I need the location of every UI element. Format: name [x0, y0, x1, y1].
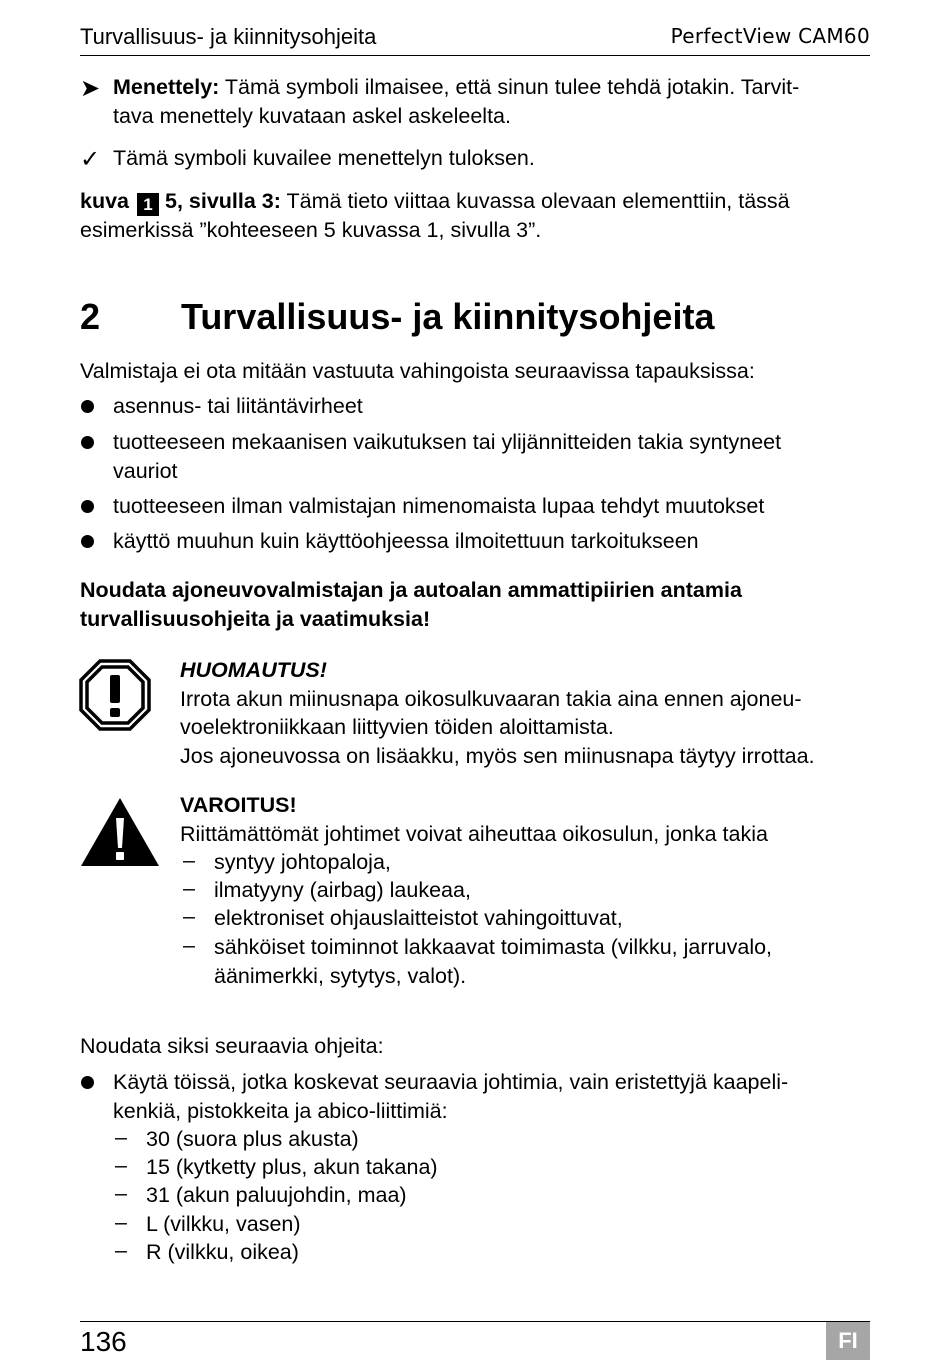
procedure-paragraph: Menettely: Tämä symboli ilmaisee, että sinun tulee tehdä jotakin. Tarvit- tava menettely kuvataan askel askeleelta.: [113, 75, 800, 128]
dash-marker: –: [115, 1210, 127, 1234]
warning-title: VAROITUS!: [180, 793, 297, 817]
arrow-icon: ➤: [80, 75, 101, 102]
dash-marker: –: [115, 1125, 127, 1149]
list-item: 15 (kytketty plus, akun takana): [146, 1155, 438, 1179]
figure-number-badge: 1: [137, 193, 159, 216]
section-lead: Valmistaja ei ota mitään vastuuta vahingoista seuraavissa tapauksissa:: [80, 359, 755, 383]
list-item: asennus- tai liitäntävirheet: [113, 394, 363, 418]
list-item: 31 (akun paluujohdin, maa): [146, 1183, 407, 1207]
notice-exclamation-octagon-icon: [79, 659, 151, 731]
warning-block: VAROITUS! Riittämättömät johtimet voivat aiheuttaa oikosulun, jonka takia: [180, 791, 880, 848]
header-rule: [80, 55, 870, 56]
section-title: Turvallisuus- ja kiinnitysohjeita: [181, 296, 715, 337]
list-item: R (vilkku, oikea): [146, 1240, 299, 1264]
list-item: 30 (suora plus akusta): [146, 1127, 359, 1151]
footer-rule: [80, 1321, 870, 1322]
language-badge: FI: [826, 1322, 870, 1360]
bullet-dot: [81, 535, 94, 548]
dash-marker: –: [183, 876, 195, 900]
procedure-label: Menettely:: [113, 75, 220, 99]
reference-paragraph: kuva 1 5, sivulla 3: Tämä tieto viittaa kuvassa olevaan elementtiin, tässä esimerkissä ”kohteeseen 5 kuvassa 1, sivulla 3”.: [80, 189, 790, 242]
list-item: ilmatyyny (airbag) laukeaa,: [214, 878, 471, 902]
bullet-dot: [81, 436, 94, 449]
dash-marker: –: [183, 904, 195, 928]
dash-marker: –: [183, 848, 195, 872]
list-item: tuotteeseen ilman valmistajan nimenomaista lupaa tehdyt muutokset: [113, 494, 765, 518]
list-item: L (vilkku, vasen): [146, 1212, 301, 1236]
dash-marker: –: [115, 1181, 127, 1205]
checkmark-icon: ✓: [80, 146, 101, 173]
instructions-lead: Noudata siksi seuraavia ohjeita:: [80, 1034, 384, 1058]
bullet-dot: [81, 1076, 94, 1089]
notice-block: HUOMAUTUS! Irrota akun miinusnapa oikosulkuvaaran takia aina ennen ajoneu- voelektroniikkaan liittyvien töiden aloittamista. Jos ajoneuvossa on lisäakku, myös sen miinusnapa täytyy irrottaa.: [180, 656, 880, 770]
running-header-section: Turvallisuus- ja kiinnitysohjeita: [80, 24, 377, 49]
list-item: käyttö muuhun kuin käyttöohjeessa ilmoitettuun tarkoitukseen: [113, 529, 699, 553]
dash-marker: –: [115, 1153, 127, 1177]
dash-marker: –: [115, 1238, 127, 1262]
page-number: 136: [80, 1326, 127, 1357]
section-number: 2: [80, 296, 101, 337]
bullet-dot: [81, 400, 94, 413]
warning-triangle-icon: [79, 796, 161, 868]
list-item: Käytä töissä, jotka koskevat seuraavia johtimia, vain eristettyjä kaapeli- kenkiä, pistokkeita ja abico-liittimiä:: [113, 1070, 789, 1123]
dash-marker: –: [183, 933, 195, 957]
list-item: sähköiset toiminnot lakkaavat toimimasta (vilkku, jarruvalo, äänimerkki, sytytys, valot).: [214, 935, 773, 988]
result-paragraph: Tämä symboli kuvailee menettelyn tuloksen.: [113, 146, 535, 170]
safety-emphasis: Noudata ajoneuvovalmistajan ja autoalan ammattipiirien antamia turvallisuusohjeita ja vaatimuksia!: [80, 578, 742, 631]
bullet-dot: [81, 500, 94, 513]
notice-title: HUOMAUTUS!: [180, 658, 327, 682]
list-item: tuotteeseen mekaanisen vaikutuksen tai ylijännitteiden takia syntyneet vauriot: [113, 430, 782, 483]
list-item: elektroniset ohjauslaitteistot vahingoittuvat,: [214, 906, 623, 930]
list-item: syntyy johtopaloja,: [214, 850, 391, 874]
running-header-product: PerfectView CAM60: [670, 24, 870, 48]
